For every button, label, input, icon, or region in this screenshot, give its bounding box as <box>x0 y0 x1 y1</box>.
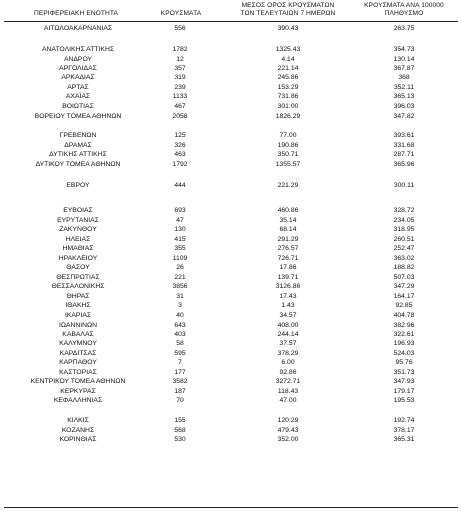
avg7-cell: 221.14 <box>277 65 299 72</box>
per100k-cell: 368 <box>398 74 410 81</box>
per100k-cell: 354.73 <box>393 46 415 53</box>
table-row <box>0 64 462 73</box>
avg7-cell: 731.86 <box>277 93 299 100</box>
avg7-cell: 35.14 <box>279 217 297 224</box>
avg7-cell: 1.43 <box>281 302 295 309</box>
header-divider <box>4 21 458 22</box>
table-row <box>0 235 462 244</box>
table-row <box>0 416 462 425</box>
region-cell: ΑΧΑΪΑΣ <box>65 93 91 100</box>
table-row <box>0 181 462 190</box>
cases-cell: 31 <box>176 293 184 300</box>
region-cell: ΑΡΤΑΣ <box>67 84 89 91</box>
header-per100k: ΚΡΟΥΣΜΑΤΑ ΑΝΑ 100000 ΠΛΗΘΥΣΜΟ <box>364 2 444 17</box>
avg7-cell: 4.14 <box>281 56 295 63</box>
per100k-cell: 95.76 <box>395 359 413 366</box>
region-cell: ΑΡΚΑΔΙΑΣ <box>61 74 95 81</box>
header-avg7: ΜΕΣΟΣ ΟΡΟΣ ΚΡΟΥΣΜΑΤΩΝ ΤΩΝ ΤΕΛΕΥΤΑΙΩΝ 7 ΗΜΕΡΩΝ <box>240 2 336 17</box>
region-cell: ΗΡΑΚΛΕΙΟΥ <box>58 255 98 262</box>
region-cell: ΒΟΡΕΙΟΥ ΤΟΜΕΑ ΑΘΗΝΩΝ <box>34 113 122 120</box>
table-row <box>0 263 462 272</box>
cases-cell: 556 <box>174 25 186 32</box>
avg7-cell: 92.86 <box>279 369 297 376</box>
table-row <box>0 254 462 263</box>
avg7-cell: 221.29 <box>277 182 299 189</box>
cases-cell: 187 <box>174 388 186 395</box>
per100k-cell: 524.03 <box>393 350 415 357</box>
avg7-cell: 34.57 <box>279 312 297 319</box>
region-cell: ΔΥΤΙΚΗΣ ΑΤΤΙΚΗΣ <box>49 151 107 158</box>
cases-cell: 467 <box>174 103 186 110</box>
table-row <box>0 102 462 111</box>
region-cell: ΙΘΑΚΗΣ <box>65 302 91 309</box>
cases-cell: 463 <box>174 151 186 158</box>
table-row <box>0 282 462 291</box>
table-row <box>0 396 462 405</box>
per100k-cell: 300.11 <box>393 182 415 189</box>
per100k-cell: 365.96 <box>393 161 415 168</box>
per100k-cell: 396.03 <box>393 103 415 110</box>
header-region: ΠΕΡΙΦΕΡΕΙΑΚΗ ΕΝΟΤΗΤΑ <box>33 10 119 17</box>
per100k-cell: 92.85 <box>395 302 413 309</box>
avg7-cell: 1826.29 <box>275 113 301 120</box>
region-cell: ΔΥΤΙΚΟΥ ΤΟΜΕΑ ΑΘΗΝΩΝ <box>35 161 121 168</box>
avg7-cell: 390.43 <box>277 25 299 32</box>
avg7-cell: 118.43 <box>277 388 299 395</box>
cases-cell: 1782 <box>172 46 188 53</box>
avg7-cell: 120.29 <box>277 417 299 424</box>
per100k-cell: 263.75 <box>393 25 415 32</box>
table-row <box>0 55 462 64</box>
avg7-cell: 244.14 <box>277 331 299 338</box>
table-row <box>0 339 462 348</box>
table-row <box>0 160 462 169</box>
table-row <box>0 358 462 367</box>
per100k-cell: 351.73 <box>393 369 415 376</box>
cases-cell: 177 <box>174 369 186 376</box>
cases-cell: 12 <box>176 56 184 63</box>
region-cell: ΘΗΡΑΣ <box>66 293 90 300</box>
avg7-cell: 352.00 <box>277 436 299 443</box>
cases-cell: 3 <box>178 302 182 309</box>
region-cell: ΚΑΡΠΑΘΟΥ <box>59 359 97 366</box>
cases-cell: 2058 <box>172 113 188 120</box>
cases-cell: 415 <box>174 236 186 243</box>
table-row <box>0 377 462 386</box>
region-cell: ΚΟΡΙΝΘΙΑΣ <box>59 436 97 443</box>
avg7-cell: 460.86 <box>277 207 299 214</box>
avg7-cell: 245.86 <box>277 74 299 81</box>
per100k-cell: 393.61 <box>393 132 415 139</box>
cases-cell: 130 <box>174 226 186 233</box>
per100k-cell: 507.03 <box>393 274 415 281</box>
table-row <box>0 216 462 225</box>
table-row <box>0 141 462 150</box>
per100k-cell: 347.29 <box>393 283 415 290</box>
region-cell: ΚΟΖΑΝΗΣ <box>61 427 95 434</box>
per100k-cell: 352.11 <box>393 84 415 91</box>
region-cell: ΗΛΕΙΑΣ <box>65 236 91 243</box>
cases-cell: 1792 <box>172 161 188 168</box>
per100k-cell: 252.47 <box>393 245 415 252</box>
per100k-cell: 363.02 <box>393 255 415 262</box>
cases-cell: 319 <box>174 74 186 81</box>
cases-cell: 595 <box>174 350 186 357</box>
per100k-cell: 195.53 <box>393 397 415 404</box>
region-cell: ΚΕΝΤΡΙΚΟΥ ΤΟΜΕΑ ΑΘΗΝΩΝ <box>30 378 126 385</box>
region-cell: ΚΕΡΚΥΡΑΣ <box>60 388 96 395</box>
region-cell: ΙΚΑΡΙΑΣ <box>64 312 92 319</box>
table-row <box>0 330 462 339</box>
avg7-cell: 350.71 <box>277 151 299 158</box>
region-cell: ΚΑΒΑΛΑΣ <box>62 331 94 338</box>
cases-cell: 568 <box>174 427 186 434</box>
avg7-cell: 276.57 <box>277 245 299 252</box>
avg7-cell: 3272.71 <box>275 378 301 385</box>
avg7-cell: 37.57 <box>279 340 297 347</box>
table-row <box>0 112 462 121</box>
region-cell: ΚΕΦΑΛΛΗΝΙΑΣ <box>53 397 103 404</box>
cases-cell: 326 <box>174 142 186 149</box>
region-cell: ΒΟΙΩΤΙΑΣ <box>62 103 94 110</box>
cases-cell: 403 <box>174 331 186 338</box>
per100k-cell: 328.72 <box>393 207 415 214</box>
cases-cell: 444 <box>174 182 186 189</box>
cases-cell: 26 <box>176 264 184 271</box>
cases-cell: 1109 <box>172 255 188 262</box>
per100k-cell: 188.82 <box>393 264 415 271</box>
table-row <box>0 273 462 282</box>
per100k-cell: 234.05 <box>393 217 415 224</box>
avg7-cell: 17.43 <box>279 293 297 300</box>
region-cell: ΕΥΒΟΙΑΣ <box>63 207 93 214</box>
region-cell: ΑΡΓΟΛΙΔΑΣ <box>59 65 97 72</box>
header-cases: ΚΡΟΥΣΜΑΤΑ <box>160 10 202 17</box>
cases-cell: 155 <box>174 417 186 424</box>
cases-cell: 47 <box>176 217 184 224</box>
cases-cell: 357 <box>174 65 186 72</box>
cases-cell: 355 <box>174 245 186 252</box>
table-row <box>0 435 462 444</box>
region-cell: ΘΕΣΠΡΩΤΙΑΣ <box>56 274 100 281</box>
region-cell: ΔΡΑΜΑΣ <box>64 142 92 149</box>
region-cell: ΕΥΡΥΤΑΝΙΑΣ <box>57 217 99 224</box>
table-row <box>0 301 462 310</box>
region-cell: ΑΙΤΩΛΟΑΚΑΡΝΑΝΙΑΣ <box>43 25 113 32</box>
footer-divider <box>4 507 458 508</box>
cases-cell: 643 <box>174 322 186 329</box>
region-cell: ΘΕΣΣΑΛΟΝΙΚΗΣ <box>51 283 105 290</box>
avg7-cell: 479.43 <box>277 427 299 434</box>
table-row <box>0 311 462 320</box>
region-cell: ΘΑΣΟΥ <box>66 264 90 271</box>
cases-cell: 58 <box>176 340 184 347</box>
avg7-cell: 153.29 <box>277 84 299 91</box>
avg7-cell: 378.29 <box>277 350 299 357</box>
per100k-cell: 196.93 <box>393 340 415 347</box>
cases-cell: 1133 <box>172 93 188 100</box>
per100k-cell: 322.61 <box>393 331 415 338</box>
region-cell: ΚΙΛΚΙΣ <box>67 417 89 424</box>
per100k-cell: 318.95 <box>393 226 415 233</box>
table-row <box>0 292 462 301</box>
table-row <box>0 349 462 358</box>
avg7-cell: 17.86 <box>279 264 297 271</box>
avg7-cell: 3126.86 <box>275 283 301 290</box>
cases-cell: 3582 <box>172 378 188 385</box>
region-cell: ΙΩΑΝΝΙΝΩΝ <box>58 322 98 329</box>
per100k-cell: 382.96 <box>393 322 415 329</box>
cases-cell: 530 <box>174 436 186 443</box>
table-row <box>0 387 462 396</box>
avg7-cell: 726.71 <box>277 255 299 262</box>
region-cell: ΚΑΡΔΙΤΣΑΣ <box>59 350 97 357</box>
table-row <box>0 368 462 377</box>
avg7-cell: 190.86 <box>277 142 299 149</box>
avg7-cell: 6.00 <box>281 359 295 366</box>
table-row <box>0 131 462 140</box>
table-row <box>0 73 462 82</box>
per100k-cell: 130.14 <box>393 56 415 63</box>
table-row <box>0 206 462 215</box>
per100k-cell: 331.68 <box>393 142 415 149</box>
per100k-cell: 365.31 <box>393 436 415 443</box>
table-row <box>0 321 462 330</box>
table-row <box>0 45 462 54</box>
cases-cell: 70 <box>176 397 184 404</box>
region-cell: ΚΑΛΥΜΝΟΥ <box>59 340 97 347</box>
avg7-cell: 291.29 <box>277 236 299 243</box>
table-row <box>0 83 462 92</box>
per100k-cell: 179.17 <box>393 388 415 395</box>
per100k-cell: 404.78 <box>393 312 415 319</box>
region-cell: ΑΝΔΡΟΥ <box>63 56 93 63</box>
cases-cell: 693 <box>174 207 186 214</box>
per100k-cell: 192.74 <box>393 417 415 424</box>
cases-cell: 221 <box>174 274 186 281</box>
avg7-cell: 1355.57 <box>275 161 301 168</box>
table-row <box>0 244 462 253</box>
table-row <box>0 150 462 159</box>
region-cell: ΓΡΕΒΕΝΩΝ <box>59 132 97 139</box>
per100k-cell: 378.17 <box>393 427 415 434</box>
cases-cell: 125 <box>174 132 186 139</box>
region-cell: ΚΑΣΤΟΡΙΑΣ <box>59 369 97 376</box>
cases-cell: 40 <box>176 312 184 319</box>
avg7-cell: 408.00 <box>277 322 299 329</box>
per100k-cell: 347.82 <box>393 113 415 120</box>
per100k-cell: 287.71 <box>393 151 415 158</box>
avg7-cell: 68.14 <box>279 226 297 233</box>
table-row <box>0 426 462 435</box>
avg7-cell: 1325.43 <box>275 46 301 53</box>
per100k-cell: 347.93 <box>393 378 415 385</box>
per100k-cell: 260.51 <box>393 236 415 243</box>
avg7-cell: 47.00 <box>279 397 297 404</box>
cases-cell: 7 <box>178 359 182 366</box>
table-row <box>0 24 462 33</box>
cases-cell: 3856 <box>172 283 188 290</box>
cases-cell: 239 <box>174 84 186 91</box>
avg7-cell: 301.00 <box>277 103 299 110</box>
avg7-cell: 77.00 <box>279 132 297 139</box>
per100k-cell: 164.17 <box>393 293 415 300</box>
region-cell: ΑΝΑΤΟΛΙΚΗΣ ΑΤΤΙΚΗΣ <box>41 46 115 53</box>
per100k-cell: 365.13 <box>393 93 415 100</box>
table-row <box>0 92 462 101</box>
per100k-cell: 367.87 <box>393 65 415 72</box>
avg7-cell: 139.71 <box>277 274 299 281</box>
region-cell: ΕΒΡΟΥ <box>66 182 90 189</box>
region-cell: ΗΜΑΘΙΑΣ <box>62 245 94 252</box>
region-cell: ΖΑΚΥΝΘΟΥ <box>59 226 97 233</box>
table-row <box>0 225 462 234</box>
